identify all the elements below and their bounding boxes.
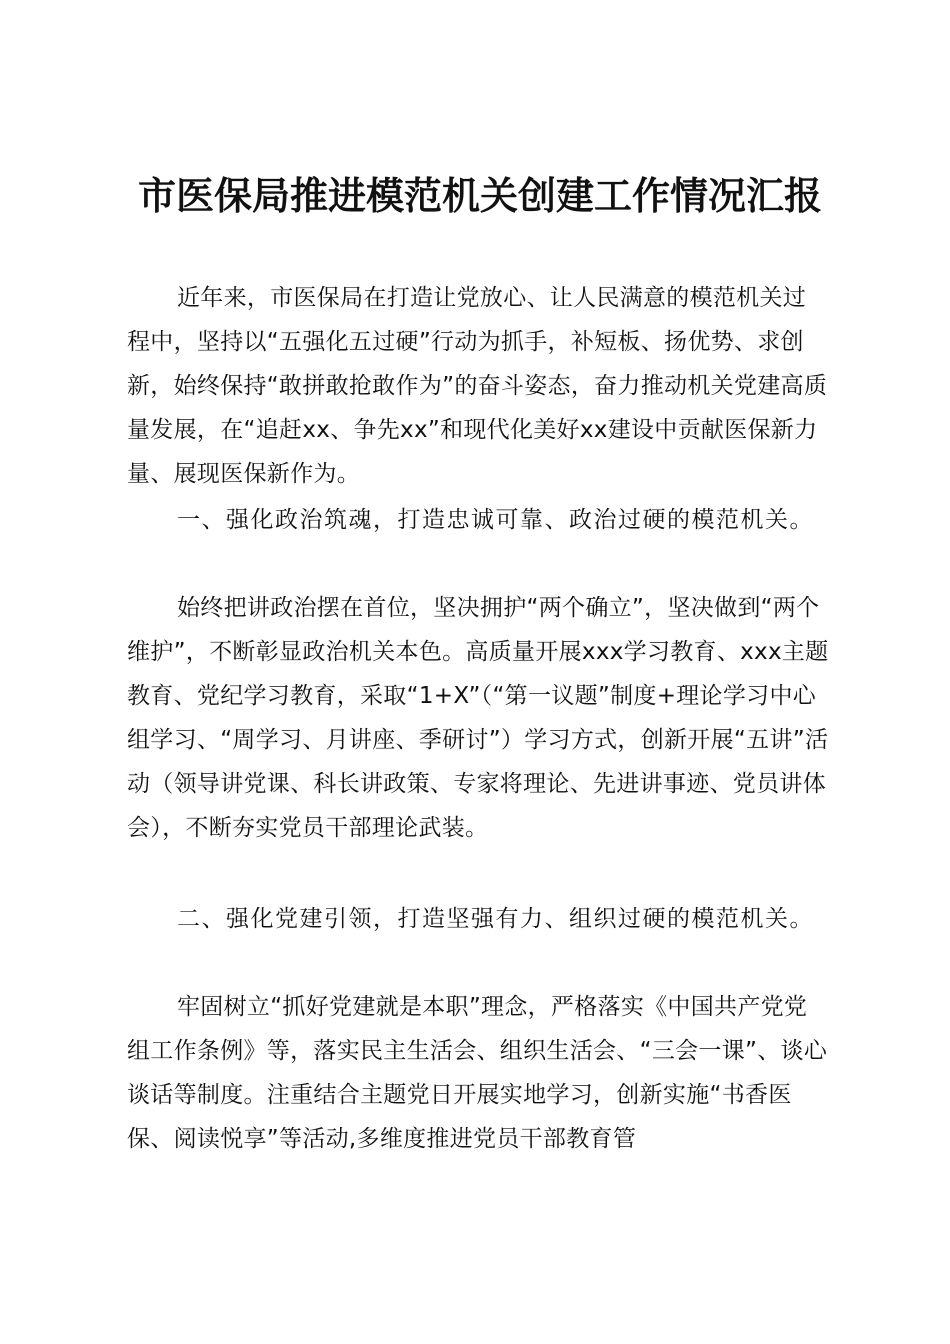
section-2-body: 牢固树立“抓好党建就是本职”理念，严格落实《中国共产党党组工作条例》等，落实民主生活会、组织生活会、“三会一课”、谈心谈话等制度。注重结合主题党日开展实地学习，创新实施“书香医保、阅读悦享”等活动,多维度推进党员干部教育管: [127, 994, 828, 1152]
document-title: 市医保局推进模范机关创建工作情况汇报: [137, 173, 822, 218]
intro-paragraph: 近年来，市医保局在打造让党放心、让人民满意的模范机关过程中，坚持以“五强化五过硬”行动为抓手，补短板、扬优势、求创新，始终保持“敢拼敢抢敢作为”的奋斗姿态，奋力推动机关党建高质量发展，在“追赶xx、争先xx”和现代化美好xx建设中贡献医保新力量、展现医保新作为。: [127, 285, 828, 487]
section-2-heading: 二、强化党建引领，打造坚强有力、组织过硬的模范机关。: [177, 906, 814, 932]
section-1-heading: 一、强化政治筑魂，打造忠诚可靠、政治过硬的模范机关。: [177, 507, 814, 533]
section-1-body: 始终把讲政治摆在首位，坚决拥护“两个确立”，坚决做到“两个维护”，不断彰显政治机关本色。高质量开展xxx学习教育、xxx主题教育、党纪学习教育，采取“1+X”（“第一议题”制度+理论学习中心组学习、“周学习、月讲座、季研讨”）学习方式，创新开展“五讲”活动（领导讲党课、科长讲政策、专家将理论、先进讲事迹、党员讲体会），不断夯实党员干部理论武装。: [127, 595, 829, 841]
